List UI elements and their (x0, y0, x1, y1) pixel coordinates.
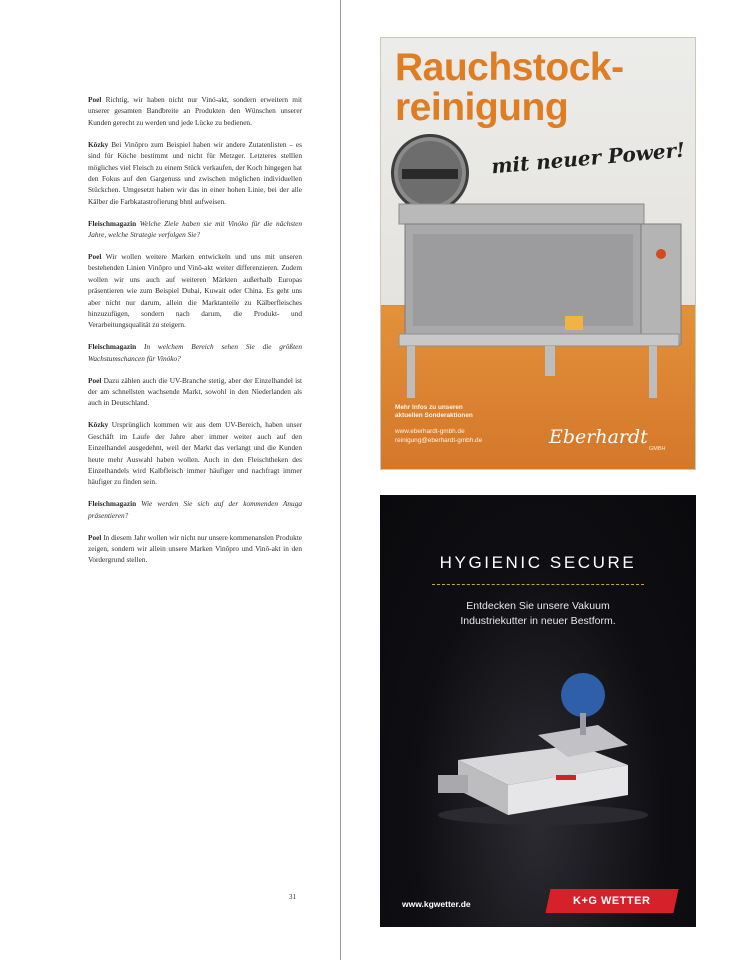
ad-subtitle-line-2: Industriekutter in neuer Bestform. (460, 615, 616, 627)
paragraph-1 (88, 94, 302, 128)
speaker-name: Fleischmagazin (88, 218, 137, 228)
speaker-name: Fleischmagazin (88, 499, 137, 509)
ad-headline-line-2: reinigung (395, 86, 569, 129)
speaker-name: Fleischmagazin (88, 342, 137, 352)
cleaning-machine-icon (389, 194, 689, 404)
page-number: 31 (289, 893, 296, 901)
paragraph-2 (88, 139, 302, 207)
ad-contact-web[interactable]: www.eberhardt-gmbh.de (395, 428, 465, 436)
ad-headline (395, 48, 624, 128)
ad-info-text (395, 404, 545, 445)
paragraph-5 (88, 419, 302, 487)
ad-website-link[interactable]: www.kgwetter.de (402, 899, 471, 909)
paragraph-text: Bei Vinõpro zum Beispiel haben wir andere Zutatenlisten – es sind für Köche bestimmt und nicht für Metzger. Letzteres stelllen mögliches viel Fleisch zu einem Stück verkaufen, der Koch hingegen hat den Fokus auf den Gargenuss und zwischen möglichen individuellen Stückchen. Umgesetzt haben wir das in einer hohen Linie, bei der alle Kälber die Farbkatastrofierung bhnl aufweisen. (88, 139, 302, 206)
paragraph-text: Wir wollen weitere Marken entwickeln und uns mit unseren bestehenden Linien Vinõpro und Vinõ-akt weiter differenzieren. Zudem wollen wir uns auch auf weiteren Märkten außerhalb Europas präsentieren wie zum Beispiel Dubai, Kuwait oder China. Es geht uns aber nicht nur darum, allein die Marktanteile zu Kälberfleisches hinzuzufügen, sondern nach darum, die Produkt- und Verarbeitungsqualität zu steigern. (88, 251, 303, 330)
question-text: In welchem Bereich sehen Sie die größten Wachstumschancen für Vinóko? (88, 342, 302, 363)
ad-tagline: mit neuer Power! (490, 137, 686, 179)
ad-info-line-1: Mehr Infos zu unseren (395, 404, 463, 411)
speaker-name: Poel (88, 375, 102, 385)
question-1 (88, 218, 302, 241)
speaker-name: Poel (88, 251, 102, 261)
ad-divider (432, 584, 644, 585)
ad-subtitle-line-1: Entdecken Sie unsere Vakuum (466, 600, 610, 612)
ad-rauchstockreinigung[interactable] (380, 37, 696, 470)
vacuum-cutter-icon (428, 665, 658, 825)
ad-contact-email[interactable]: reinigung@eberhardt-gmbh.de (395, 436, 483, 444)
speaker-name: Poel (88, 95, 102, 104)
eberhardt-logo: Eberhardt (549, 426, 648, 448)
question-text: Welche Ziele haben sie mit Vinóko für die nächsten Jahre, welche Strategie verfolgen Sie? (88, 218, 302, 240)
paragraph-4 (88, 375, 302, 409)
ad-headline: HYGIENIC SECURE (439, 553, 637, 572)
question-text: Wie werden Sie sich auf der kommenden Anuga präsentieren? (88, 499, 302, 520)
paragraph-text: Dazu zählen auch die UV-Branche stetig, aber der Einzelhandel ist der am schnellsten wachsende Markt, sowohl in den Niederlanden als auch in Deutschland. (88, 375, 303, 408)
speaker-name: Kôzky (88, 139, 109, 149)
question-3 (88, 498, 302, 521)
eberhardt-logo-sub: GMBH (649, 446, 666, 452)
ad-subtitle (380, 599, 696, 629)
speaker-name: Kôzky (88, 420, 109, 430)
paragraph-text: Richtig, wir haben nicht nur Vinó-akt, sondern erweitern mit unserer gesamten Bandbreite an Produkten den Wünschen unserer Kunden gerecht zu werden und jede Lücke zu bedienen. (88, 95, 302, 127)
paragraph-3 (88, 251, 302, 331)
article-text-column (88, 94, 302, 576)
column-divider (340, 0, 341, 960)
paragraph-text: Ursprünglich kommen wir aus dem UV-Bereich, haben unser Geschäft im Laufe der Jahre aber immer weiter auch auf den Einzelhandel ausgedehnt, weil der Markt das verlangt und die Kunden heute mehr Auswahl haben wollen. Auch in den Fleischtheken des Einzelhandels wird Kalbfleisch immer häufiger und nachfragt immer häufiger zu finden sein. (88, 420, 302, 487)
ad-info-line-2: aktuellen Sonderaktionen (395, 412, 473, 420)
kg-wetter-logo (545, 889, 678, 913)
kg-wetter-logo-text: K+G WETTER (573, 895, 651, 907)
paragraph-6 (88, 532, 302, 566)
speaker-name: Poel (88, 532, 102, 542)
question-2 (88, 341, 302, 364)
paragraph-text: In diesem Jahr wollen wir nicht nur unsere kommenanslen Produkte zeigen, sondern wir allein unsere Marken Vinõpro und Vinõ-akt in den Vordergrund stellen. (88, 532, 302, 565)
ad-headline-line-1: Rauchstock- (395, 46, 624, 89)
ad-contact[interactable] (395, 428, 545, 444)
ad-hygienic-secure[interactable] (380, 495, 696, 927)
